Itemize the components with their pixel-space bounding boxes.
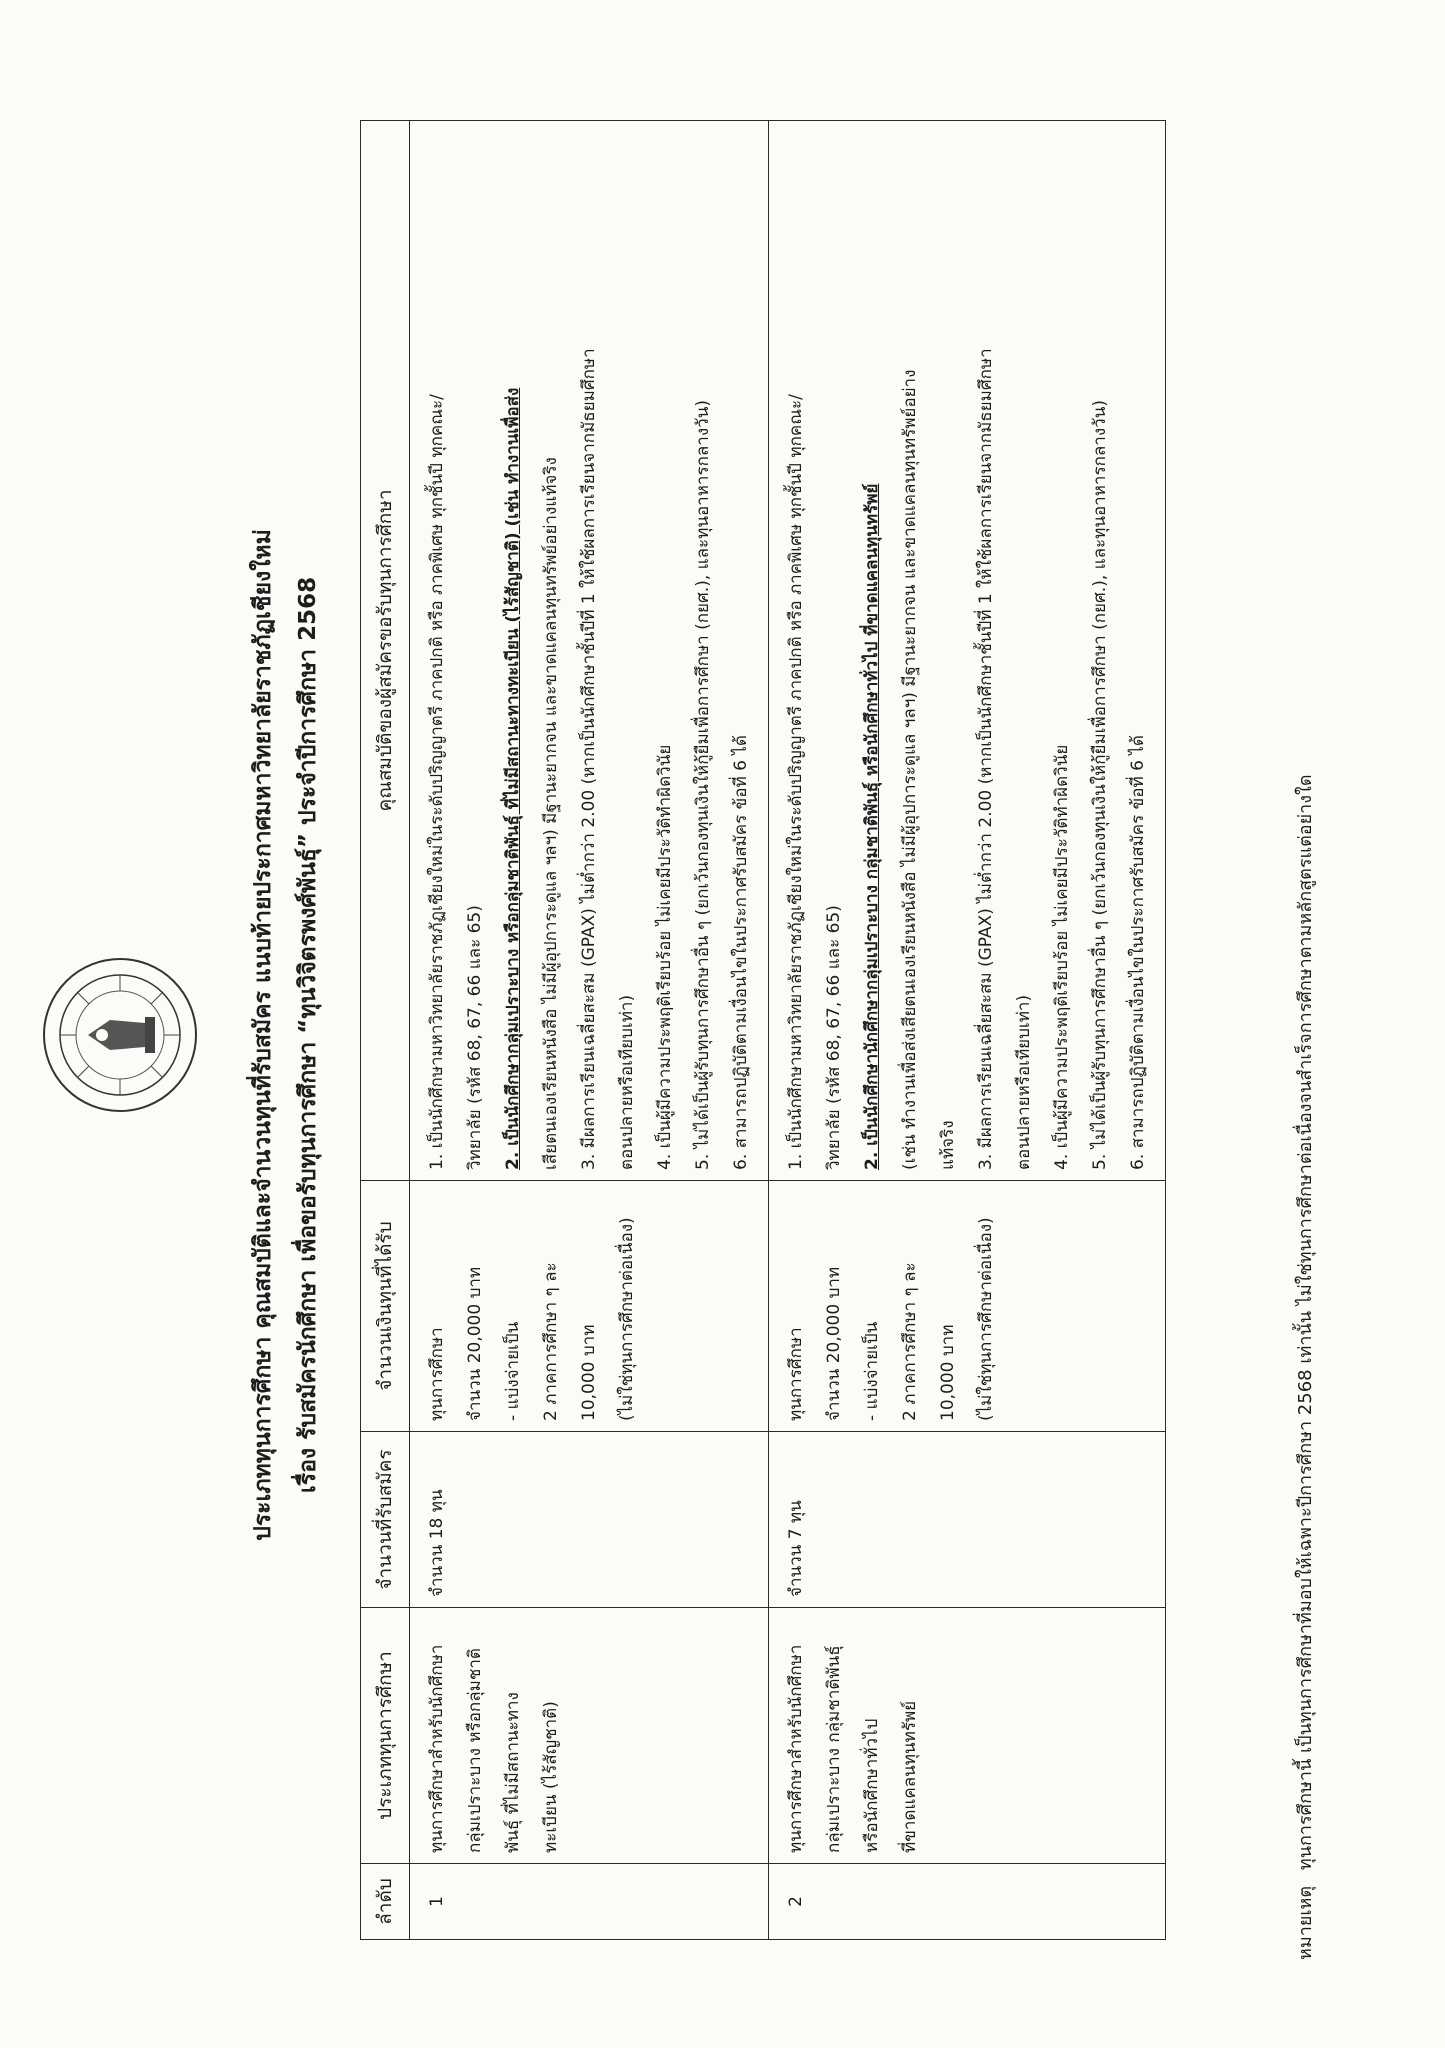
- qualification-line: 6. สามารถปฏิบัติตามเงื่อนไขในประกาศรับสมัคร ข้อที่ 6 ได้: [1128, 735, 1148, 1170]
- document-title: ประเภททุนการศึกษา คุณสมบัติและจำนวนทุนที่รับสมัคร แนบท้ายประกาศมหาวิทยาลัยราชภัฏเชียงใหม่: [250, 529, 276, 1541]
- scholarship-type: [410, 1608, 769, 1864]
- qualification-line: 3. มีผลการเรียนเฉลี่ยสะสม (GPAX) ไม่ต่ำกว่า 2.00 (หากเป็นนักศึกษาชั้นปีที่ 1 ให้ใช้ผลการเรียนจากมัธยมศึกษา: [976, 348, 996, 1170]
- scholarship-type: [769, 1608, 1166, 1864]
- amount: [410, 1181, 769, 1432]
- document-page: [40, 70, 1370, 2000]
- amount-line: 10,000 บาท: [938, 1324, 958, 1421]
- footnote: [1290, 110, 1319, 1960]
- amount-line: 2 ภาคการศึกษา ๆ ละ: [900, 1262, 920, 1421]
- type-line: กลุ่มเปราะบาง กลุ่มชาติพันธุ์: [824, 1645, 844, 1853]
- col-header-no: ลำดับ: [361, 1864, 410, 1940]
- qualification-line: 4. เป็นผู้มีความประพฤติเรียบร้อย ไม่เคยมีประวัติทำผิดวินัย: [1052, 744, 1072, 1170]
- qualification-line: 5. ไม่ได้เป็นผู้รับทุนการศึกษาอื่น ๆ (ยกเว้นกองทุนเงินให้กู้ยืมเพื่อการศึกษา (กยศ.), และทุนอาหารกลางวัน): [693, 400, 713, 1170]
- qualification-line: วิทยาลัย (รหัส 68, 67, 66 และ 65): [465, 905, 485, 1170]
- type-line: กลุ่มเปราะบาง หรือกลุ่มชาติ: [465, 1648, 485, 1853]
- type-line: ทุนการศึกษาสำหรับนักศึกษา: [427, 1644, 447, 1853]
- qualification-line: 2. เป็นนักศึกษานักศึกษากลุ่มเปราะบาง กลุ่มชาติพันธุ์ หรือนักศึกษาทั่วไป ที่ขาดแคลนทุนทรัพย์: [862, 483, 882, 1170]
- row-number: 2: [769, 1864, 1166, 1940]
- university-seal-icon: [40, 955, 200, 1115]
- qualification-line: 1. เป็นนักศึกษามหาวิทยาลัยราชภัฏเชียงใหม่ในระดับปริญญาตรี ภาคปกติ หรือ ภาคพิเศษ ทุกชั้นปี ทุกคณะ/: [427, 394, 447, 1170]
- col-header-amount: จำนวนเงินทุนที่ได้รับ: [361, 1181, 410, 1432]
- amount-line: จำนวน 20,000 บาท: [824, 1266, 844, 1421]
- qualifications: [410, 121, 769, 1181]
- quantity: จำนวน 18 ทุน: [410, 1432, 769, 1608]
- table-row: [769, 121, 1166, 1940]
- amount-line: 10,000 บาท: [579, 1324, 599, 1421]
- qualification-line: ตอนปลายหรือเทียบเท่า): [617, 994, 637, 1170]
- amount-line: ทุนการศึกษา: [427, 1327, 447, 1421]
- amount: [769, 1181, 1166, 1432]
- qualification-line: 6. สามารถปฏิบัติตามเงื่อนไขในประกาศรับสมัคร ข้อที่ 6 ได้: [731, 735, 751, 1170]
- qualification-line: 5. ไม่ได้เป็นผู้รับทุนการศึกษาอื่น ๆ (ยกเว้นกองทุนเงินให้กู้ยืมเพื่อการศึกษา (กยศ.), และทุนอาหารกลางวัน): [1090, 400, 1110, 1170]
- col-header-type: ประเภททุนการศึกษา: [361, 1608, 410, 1864]
- qualification-line: เสียตนเองเรียนหนังสือ ไม่มีผู้อุปการะดูแล ฯลฯ) มีฐานะยากจน และขาดแคลนทุนทรัพย์อย่างแท้จริง: [541, 457, 561, 1170]
- quantity: จำนวน 7 ทุน: [769, 1432, 1166, 1608]
- footnote-text: ทุนการศึกษานี้ เป็นทุนการศึกษาที่มอบให้เฉพาะปีการศึกษา 2568 เท่านั้น ไม่ใช่ทุนการศึกษาต่อเนื่องจนสำเร็จการศึกษาตามหลักสูตรแต่อย่างใด: [1295, 774, 1316, 1871]
- qualification-line: ตอนปลายหรือเทียบเท่า): [1014, 994, 1034, 1170]
- amount-line: - แบ่งจ่ายเป็น: [503, 1321, 523, 1421]
- qualification-line: วิทยาลัย (รหัส 68, 67, 66 และ 65): [824, 905, 844, 1170]
- col-header-quantity: จำนวนที่รับสมัคร: [361, 1432, 410, 1608]
- footnote-label: หมายเหตุ: [1295, 1885, 1316, 1960]
- table-row: [410, 121, 769, 1940]
- row-number: 1: [410, 1864, 769, 1940]
- col-header-qualifications: คุณสมบัติของผู้สมัครขอรับทุนการศึกษา: [361, 121, 410, 1181]
- type-line: ทะเบียน (ไร้สัญชาติ): [541, 1701, 561, 1853]
- qualification-line: 2. เป็นนักศึกษากลุ่มเปราะบาง หรือกลุ่มชาติพันธุ์ ที่ไม่มีสถานะทางทะเบียน (ไร้สัญชาติ) (เช่น ทำงานเพื่อส่ง: [503, 387, 523, 1170]
- scholarship-table: [360, 120, 1166, 1940]
- header: [40, 110, 321, 1960]
- qualification-line: แท้จริง: [938, 1120, 958, 1170]
- amount-line: (ไม่ใช่ทุนการศึกษาต่อเนื่อง): [617, 1217, 637, 1421]
- type-line: ที่ขาดแคลนทุนทรัพย์: [900, 1700, 920, 1853]
- amount-line: ทุนการศึกษา: [786, 1327, 806, 1421]
- amount-line: - แบ่งจ่ายเป็น: [862, 1321, 882, 1421]
- qualification-line: 4. เป็นผู้มีความประพฤติเรียบร้อย ไม่เคยมีประวัติทำผิดวินัย: [655, 744, 675, 1170]
- amount-line: 2 ภาคการศึกษา ๆ ละ: [541, 1262, 561, 1421]
- amount-line: (ไม่ใช่ทุนการศึกษาต่อเนื่อง): [976, 1217, 996, 1421]
- type-line: หรือนักศึกษาทั่วไป: [862, 1718, 882, 1853]
- qualification-line: (เช่น ทำงานเพื่อส่งเสียตนเองเรียนหนังสือ ไม่มีผู้อุปการะดูแล ฯลฯ) มีฐานะยากจน และขาดแคลนทุนทรัพย์อย่าง: [900, 369, 920, 1170]
- type-line: ทุนการศึกษาสำหรับนักศึกษา: [786, 1644, 806, 1853]
- amount-line: จำนวน 20,000 บาท: [465, 1266, 485, 1421]
- type-line: พันธุ์ ที่ไม่มีสถานะทาง: [503, 1692, 523, 1853]
- document-subject: เรื่อง รับสมัครนักศึกษา เพื่อขอรับทุนการศึกษา “ทุนวิจิตรพงศ์พันธุ์” ประจำปีการศึกษา 2568: [295, 576, 321, 1494]
- table-header-row: [361, 121, 410, 1940]
- qualification-line: 3. มีผลการเรียนเฉลี่ยสะสม (GPAX) ไม่ต่ำกว่า 2.00 (หากเป็นนักศึกษาชั้นปีที่ 1 ให้ใช้ผลการเรียนจากมัธยมศึกษา: [579, 348, 599, 1170]
- qualification-line: 1. เป็นนักศึกษามหาวิทยาลัยราชภัฏเชียงใหม่ในระดับปริญญาตรี ภาคปกติ หรือ ภาคพิเศษ ทุกชั้นปี ทุกคณะ/: [786, 394, 806, 1170]
- qualifications: [769, 121, 1166, 1181]
